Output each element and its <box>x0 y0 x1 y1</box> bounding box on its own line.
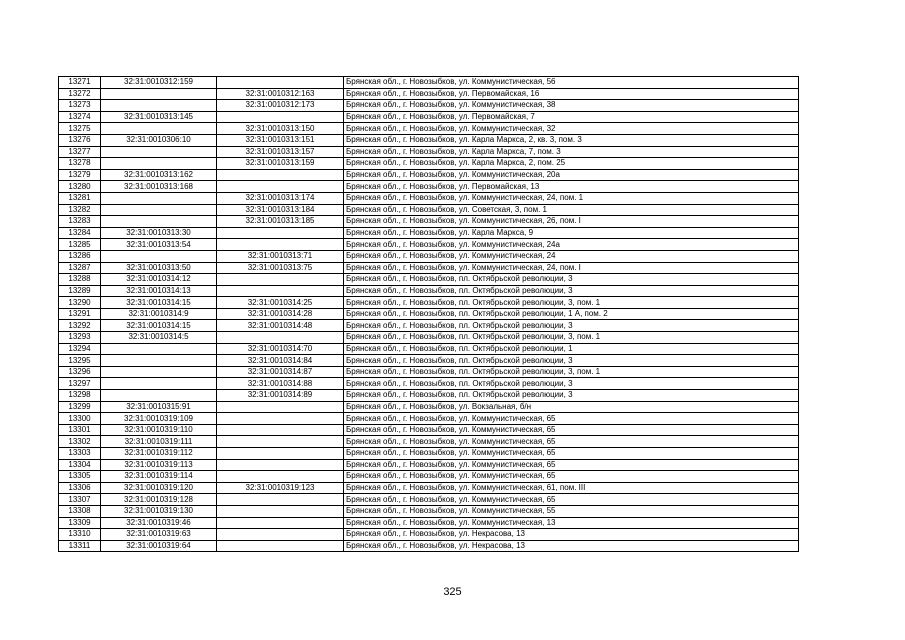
row-number-cell: 13287 <box>59 262 101 274</box>
related-cadastral-number-cell: 32:31:0010312:163 <box>217 88 344 100</box>
address-cell: Брянская обл., г. Новозыбков, ул. Карла Маркса, 2, кв. 3, пом. 3 <box>344 134 799 146</box>
cadastral-number-cell <box>101 366 217 378</box>
row-number-cell: 13272 <box>59 88 101 100</box>
table-row <box>59 390 799 402</box>
cadastral-number-cell <box>101 88 217 100</box>
address-cell: Брянская обл., г. Новозыбков, ул. Коммунистическая, 65 <box>344 459 799 471</box>
cadastral-number-cell: 32:31:0010314:15 <box>101 297 217 309</box>
cadastral-number-cell: 32:31:0010319:120 <box>101 482 217 494</box>
row-number-cell: 13291 <box>59 308 101 320</box>
cadastral-number-cell <box>101 123 217 135</box>
table-row <box>59 181 799 193</box>
address-cell: Брянская обл., г. Новозыбков, ул. Коммунистическая, 24 <box>344 250 799 262</box>
table-row <box>59 332 799 344</box>
cadastral-number-cell: 32:31:0010313:54 <box>101 239 217 251</box>
address-cell: Брянская обл., г. Новозыбков, пл. Октябрьской революции, 3 <box>344 274 799 286</box>
related-cadastral-number-cell <box>217 471 344 483</box>
related-cadastral-number-cell <box>217 540 344 552</box>
table-row <box>59 366 799 378</box>
related-cadastral-number-cell <box>217 459 344 471</box>
row-number-cell: 13290 <box>59 297 101 309</box>
related-cadastral-number-cell: 32:31:0010312:173 <box>217 100 344 112</box>
related-cadastral-number-cell: 32:31:0010313:157 <box>217 146 344 158</box>
table-row <box>59 227 799 239</box>
table-row <box>59 77 799 89</box>
table-row <box>59 424 799 436</box>
address-cell: Брянская обл., г. Новозыбков, пл. Октябрьской революции, 3, пом. 1 <box>344 297 799 309</box>
cadastral-number-cell <box>101 250 217 262</box>
table-row <box>59 250 799 262</box>
row-number-cell: 13285 <box>59 239 101 251</box>
address-cell: Брянская обл., г. Новозыбков, ул. Коммунистическая, 20а <box>344 169 799 181</box>
table-row <box>59 100 799 112</box>
address-cell: Брянская обл., г. Новозыбков, ул. Коммунистическая, 65 <box>344 424 799 436</box>
cadastral-number-cell <box>101 378 217 390</box>
cadastral-number-cell <box>101 216 217 228</box>
table-row <box>59 169 799 181</box>
related-cadastral-number-cell: 32:31:0010313:185 <box>217 216 344 228</box>
related-cadastral-number-cell: 32:31:0010314:28 <box>217 308 344 320</box>
cadastral-number-cell: 32:31:0010306:10 <box>101 134 217 146</box>
row-number-cell: 13282 <box>59 204 101 216</box>
row-number-cell: 13271 <box>59 77 101 89</box>
cadastral-number-cell: 32:31:0010314:9 <box>101 308 217 320</box>
address-cell: Брянская обл., г. Новозыбков, пл. Октябрьской революции, 3 <box>344 390 799 402</box>
related-cadastral-number-cell: 32:31:0010313:174 <box>217 192 344 204</box>
table-row <box>59 274 799 286</box>
table-row <box>59 158 799 170</box>
cadastral-number-cell <box>101 343 217 355</box>
cadastral-number-cell: 32:31:0010313:30 <box>101 227 217 239</box>
address-cell: Брянская обл., г. Новозыбков, ул. Коммунистическая, 65 <box>344 471 799 483</box>
row-number-cell: 13308 <box>59 505 101 517</box>
cadastral-number-cell: 32:31:0010319:130 <box>101 505 217 517</box>
cadastral-number-cell <box>101 158 217 170</box>
row-number-cell: 13303 <box>59 448 101 460</box>
table-row <box>59 378 799 390</box>
row-number-cell: 13302 <box>59 436 101 448</box>
related-cadastral-number-cell <box>217 332 344 344</box>
table-row <box>59 401 799 413</box>
address-cell: Брянская обл., г. Новозыбков, ул. Коммунистическая, 65 <box>344 436 799 448</box>
table-row <box>59 285 799 297</box>
table-row <box>59 459 799 471</box>
table-row <box>59 343 799 355</box>
cadastral-number-cell: 32:31:0010319:63 <box>101 529 217 541</box>
cadastral-number-cell: 32:31:0010319:111 <box>101 436 217 448</box>
row-number-cell: 13311 <box>59 540 101 552</box>
address-cell: Брянская обл., г. Новозыбков, пл. Октябрьской революции, 1 А, пом. 2 <box>344 308 799 320</box>
related-cadastral-number-cell: 32:31:0010313:151 <box>217 134 344 146</box>
address-cell: Брянская обл., г. Новозыбков, пл. Октябрьской революции, 3 <box>344 320 799 332</box>
related-cadastral-number-cell: 32:31:0010314:87 <box>217 366 344 378</box>
table-row <box>59 239 799 251</box>
table-row <box>59 204 799 216</box>
row-number-cell: 13301 <box>59 424 101 436</box>
row-number-cell: 13304 <box>59 459 101 471</box>
table-row <box>59 88 799 100</box>
related-cadastral-number-cell <box>217 285 344 297</box>
table-row <box>59 146 799 158</box>
cadastral-number-cell: 32:31:0010314:12 <box>101 274 217 286</box>
address-cell: Брянская обл., г. Новозыбков, ул. Первомайская, 7 <box>344 111 799 123</box>
address-cell: Брянская обл., г. Новозыбков, ул. Коммунистическая, 32 <box>344 123 799 135</box>
related-cadastral-number-cell <box>217 274 344 286</box>
related-cadastral-number-cell <box>217 239 344 251</box>
row-number-cell: 13310 <box>59 529 101 541</box>
page-number: 325 <box>443 586 462 598</box>
row-number-cell: 13283 <box>59 216 101 228</box>
row-number-cell: 13297 <box>59 378 101 390</box>
table-row <box>59 448 799 460</box>
row-number-cell: 13281 <box>59 192 101 204</box>
row-number-cell: 13276 <box>59 134 101 146</box>
row-number-cell: 13292 <box>59 320 101 332</box>
related-cadastral-number-cell <box>217 529 344 541</box>
row-number-cell: 13295 <box>59 355 101 367</box>
row-number-cell: 13286 <box>59 250 101 262</box>
cadastral-number-cell: 32:31:0010319:110 <box>101 424 217 436</box>
cadastral-number-cell: 32:31:0010314:5 <box>101 332 217 344</box>
address-cell: Брянская обл., г. Новозыбков, ул. Карла Маркса, 9 <box>344 227 799 239</box>
cadastral-number-cell <box>101 204 217 216</box>
related-cadastral-number-cell: 32:31:0010314:88 <box>217 378 344 390</box>
table-row <box>59 529 799 541</box>
cadastral-number-cell: 32:31:0010319:113 <box>101 459 217 471</box>
registry-table <box>58 76 799 552</box>
table-row <box>59 134 799 146</box>
table-row <box>59 482 799 494</box>
row-number-cell: 13309 <box>59 517 101 529</box>
table-row <box>59 123 799 135</box>
table-row <box>59 517 799 529</box>
table-row <box>59 111 799 123</box>
cadastral-number-cell: 32:31:0010319:128 <box>101 494 217 506</box>
address-cell: Брянская обл., г. Новозыбков, пл. Октябрьской революции, 3, пом. 1 <box>344 366 799 378</box>
related-cadastral-number-cell <box>217 111 344 123</box>
address-cell: Брянская обл., г. Новозыбков, ул. Советская, 3, пом. 1 <box>344 204 799 216</box>
address-cell: Брянская обл., г. Новозыбков, ул. Коммунистическая, 55 <box>344 505 799 517</box>
address-cell: Брянская обл., г. Новозыбков, ул. Коммунистическая, 24, пом. 1 <box>344 192 799 204</box>
address-cell: Брянская обл., г. Новозыбков, ул. Коммунистическая, 61, пом. III <box>344 482 799 494</box>
table-row <box>59 494 799 506</box>
table-row <box>59 320 799 332</box>
row-number-cell: 13299 <box>59 401 101 413</box>
row-number-cell: 13277 <box>59 146 101 158</box>
cadastral-number-cell <box>101 192 217 204</box>
address-cell: Брянская обл., г. Новозыбков, ул. Коммунистическая, 24, пом. I <box>344 262 799 274</box>
cadastral-number-cell: 32:31:0010319:46 <box>101 517 217 529</box>
address-cell: Брянская обл., г. Новозыбков, ул. Коммунистическая, 56 <box>344 77 799 89</box>
table-row <box>59 436 799 448</box>
related-cadastral-number-cell: 32:31:0010313:75 <box>217 262 344 274</box>
related-cadastral-number-cell: 32:31:0010314:89 <box>217 390 344 402</box>
cadastral-number-cell <box>101 100 217 112</box>
related-cadastral-number-cell <box>217 227 344 239</box>
address-cell: Брянская обл., г. Новозыбков, ул. Коммунистическая, 65 <box>344 448 799 460</box>
row-number-cell: 13293 <box>59 332 101 344</box>
related-cadastral-number-cell <box>217 77 344 89</box>
address-cell: Брянская обл., г. Новозыбков, ул. Некрасова, 13 <box>344 540 799 552</box>
cadastral-number-cell: 32:31:0010313:145 <box>101 111 217 123</box>
row-number-cell: 13288 <box>59 274 101 286</box>
row-number-cell: 13306 <box>59 482 101 494</box>
address-cell: Брянская обл., г. Новозыбков, пл. Октябрьской революции, 1 <box>344 343 799 355</box>
address-cell: Брянская обл., г. Новозыбков, ул. Коммунистическая, 24а <box>344 239 799 251</box>
related-cadastral-number-cell <box>217 517 344 529</box>
registry-table-body <box>59 77 799 552</box>
cadastral-number-cell: 32:31:0010314:15 <box>101 320 217 332</box>
related-cadastral-number-cell <box>217 448 344 460</box>
related-cadastral-number-cell <box>217 401 344 413</box>
address-cell: Брянская обл., г. Новозыбков, ул. Некрасова, 13 <box>344 529 799 541</box>
address-cell: Брянская обл., г. Новозыбков, ул. Коммунистическая, 13 <box>344 517 799 529</box>
row-number-cell: 13280 <box>59 181 101 193</box>
table-row <box>59 355 799 367</box>
cadastral-number-cell: 32:31:0010313:168 <box>101 181 217 193</box>
row-number-cell: 13294 <box>59 343 101 355</box>
address-cell: Брянская обл., г. Новозыбков, ул. Коммунистическая, 38 <box>344 100 799 112</box>
cadastral-number-cell <box>101 146 217 158</box>
cadastral-number-cell <box>101 355 217 367</box>
cadastral-number-cell: 32:31:0010319:109 <box>101 413 217 425</box>
related-cadastral-number-cell: 32:31:0010313:71 <box>217 250 344 262</box>
row-number-cell: 13298 <box>59 390 101 402</box>
row-number-cell: 13273 <box>59 100 101 112</box>
related-cadastral-number-cell: 32:31:0010319:123 <box>217 482 344 494</box>
cadastral-number-cell: 32:31:0010319:112 <box>101 448 217 460</box>
row-number-cell: 13274 <box>59 111 101 123</box>
cadastral-number-cell: 32:31:0010314:13 <box>101 285 217 297</box>
related-cadastral-number-cell: 32:31:0010314:70 <box>217 343 344 355</box>
address-cell: Брянская обл., г. Новозыбков, пл. Октябрьской революции, 3, пом. 1 <box>344 332 799 344</box>
address-cell: Брянская обл., г. Новозыбков, ул. Вокзальная, б/н <box>344 401 799 413</box>
row-number-cell: 13279 <box>59 169 101 181</box>
table-row <box>59 413 799 425</box>
table-row <box>59 192 799 204</box>
address-cell: Брянская обл., г. Новозыбков, ул. Карла Маркса, 2, пом. 25 <box>344 158 799 170</box>
related-cadastral-number-cell: 32:31:0010314:84 <box>217 355 344 367</box>
row-number-cell: 13289 <box>59 285 101 297</box>
related-cadastral-number-cell: 32:31:0010314:48 <box>217 320 344 332</box>
related-cadastral-number-cell <box>217 436 344 448</box>
address-cell: Брянская обл., г. Новозыбков, ул. Коммунистическая, 26, пом. I <box>344 216 799 228</box>
address-cell: Брянская обл., г. Новозыбков, ул. Карла Маркса, 7, пом. 3 <box>344 146 799 158</box>
address-cell: Брянская обл., г. Новозыбков, пл. Октябрьской революции, 3 <box>344 285 799 297</box>
table-row <box>59 262 799 274</box>
row-number-cell: 13307 <box>59 494 101 506</box>
address-cell: Брянская обл., г. Новозыбков, пл. Октябрьской революции, 3 <box>344 355 799 367</box>
related-cadastral-number-cell: 32:31:0010313:184 <box>217 204 344 216</box>
row-number-cell: 13296 <box>59 366 101 378</box>
table-row <box>59 471 799 483</box>
row-number-cell: 13284 <box>59 227 101 239</box>
related-cadastral-number-cell <box>217 424 344 436</box>
row-number-cell: 13278 <box>59 158 101 170</box>
related-cadastral-number-cell <box>217 505 344 517</box>
cadastral-number-cell <box>101 390 217 402</box>
related-cadastral-number-cell: 32:31:0010313:159 <box>217 158 344 170</box>
related-cadastral-number-cell: 32:31:0010313:150 <box>217 123 344 135</box>
address-cell: Брянская обл., г. Новозыбков, ул. Первомайская, 16 <box>344 88 799 100</box>
cadastral-number-cell: 32:31:0010312:159 <box>101 77 217 89</box>
related-cadastral-number-cell <box>217 413 344 425</box>
cadastral-number-cell: 32:31:0010313:50 <box>101 262 217 274</box>
row-number-cell: 13305 <box>59 471 101 483</box>
address-cell: Брянская обл., г. Новозыбков, ул. Коммунистическая, 65 <box>344 494 799 506</box>
row-number-cell: 13300 <box>59 413 101 425</box>
cadastral-number-cell: 32:31:0010319:64 <box>101 540 217 552</box>
related-cadastral-number-cell: 32:31:0010314:25 <box>217 297 344 309</box>
cadastral-number-cell: 32:31:0010315:91 <box>101 401 217 413</box>
related-cadastral-number-cell <box>217 494 344 506</box>
row-number-cell: 13275 <box>59 123 101 135</box>
related-cadastral-number-cell <box>217 169 344 181</box>
address-cell: Брянская обл., г. Новозыбков, ул. Коммунистическая, 65 <box>344 413 799 425</box>
address-cell: Брянская обл., г. Новозыбков, пл. Октябрьской революции, 3 <box>344 378 799 390</box>
cadastral-number-cell: 32:31:0010319:114 <box>101 471 217 483</box>
table-row <box>59 505 799 517</box>
related-cadastral-number-cell <box>217 181 344 193</box>
cadastral-number-cell: 32:31:0010313:162 <box>101 169 217 181</box>
table-row <box>59 540 799 552</box>
table-row <box>59 297 799 309</box>
table-row <box>59 308 799 320</box>
table-row <box>59 216 799 228</box>
address-cell: Брянская обл., г. Новозыбков, ул. Первомайская, 13 <box>344 181 799 193</box>
